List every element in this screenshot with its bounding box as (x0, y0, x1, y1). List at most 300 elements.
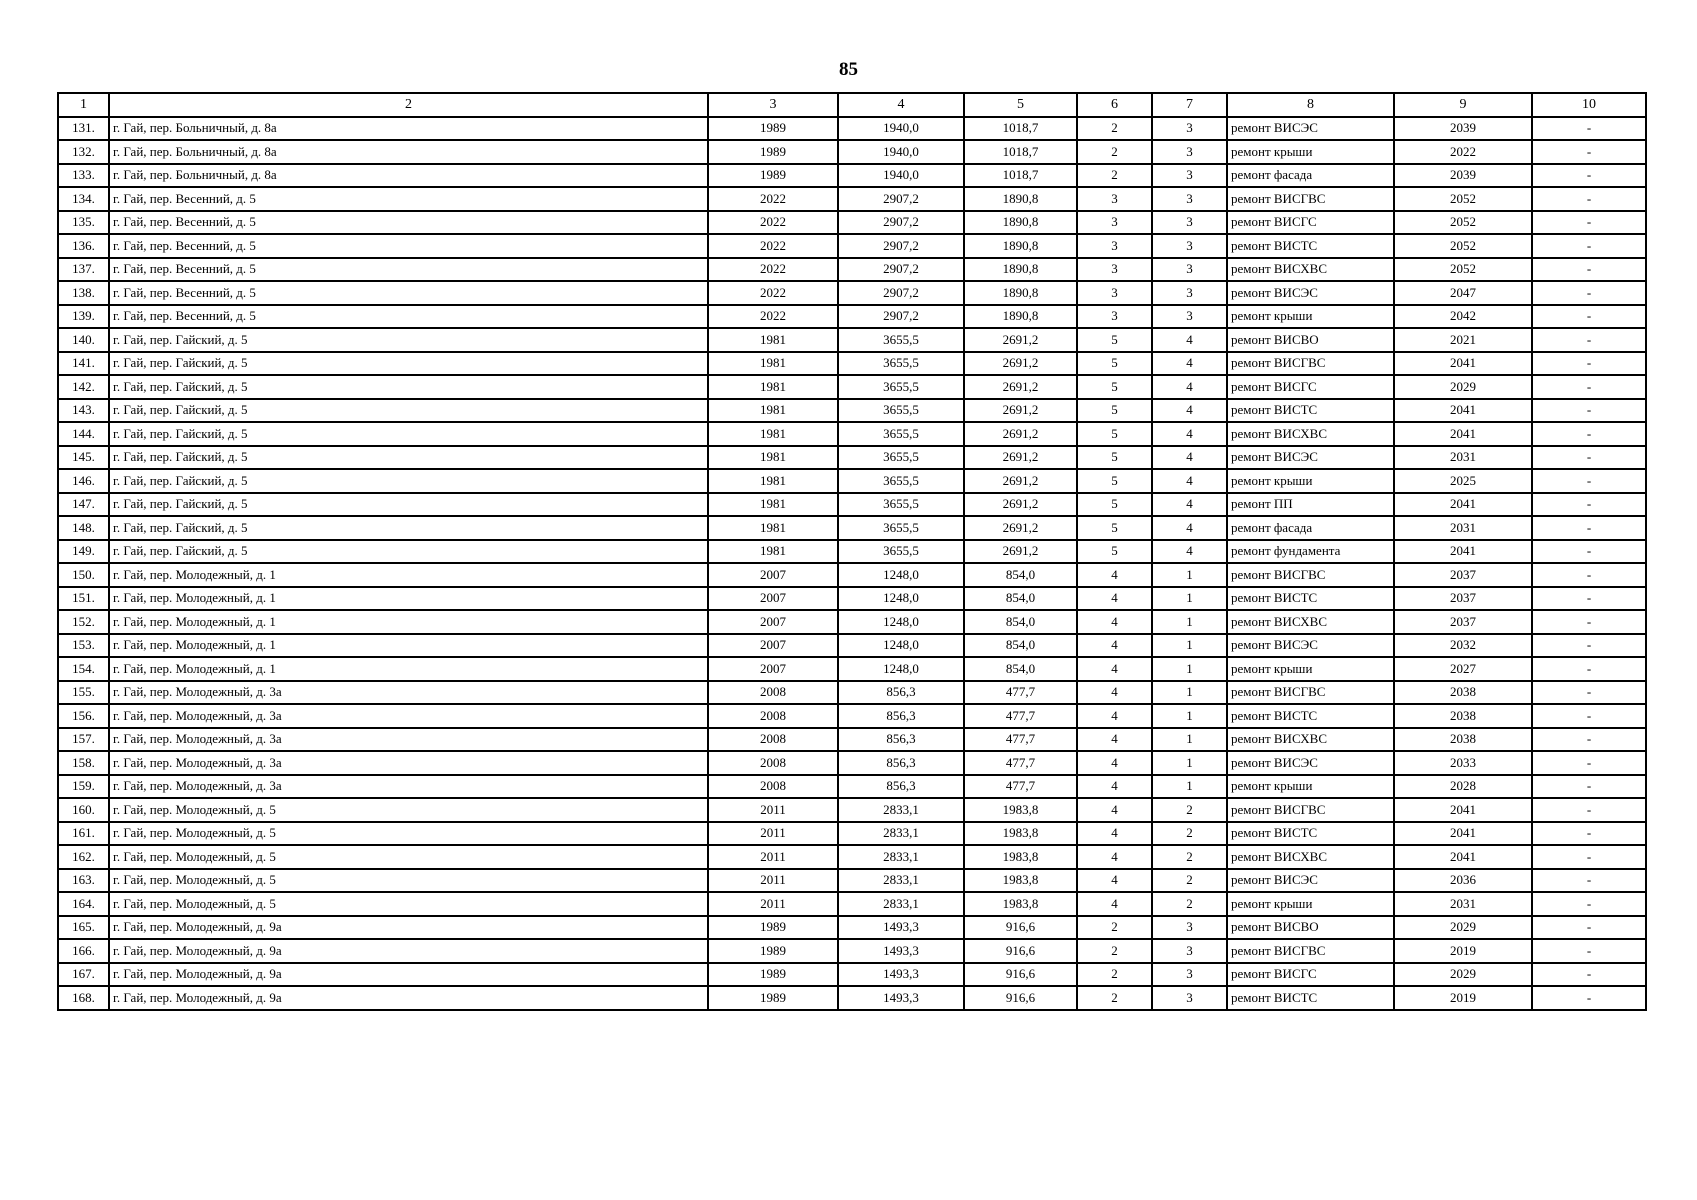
address-cell: г. Гай, пер. Больничный, д. 8а (109, 164, 708, 188)
total-area-cell: 3655,5 (838, 399, 964, 423)
planned-year-cell: 2052 (1394, 258, 1532, 282)
row-number-cell: 146. (58, 469, 109, 493)
note-cell: - (1532, 587, 1646, 611)
address-cell: г. Гай, пер. Молодежный, д. 9а (109, 939, 708, 963)
table-row (58, 281, 1646, 305)
work-type-cell: ремонт ВИСГС (1227, 375, 1394, 399)
work-type-cell: ремонт фундамента (1227, 540, 1394, 564)
table-row (58, 375, 1646, 399)
living-area-cell: 854,0 (964, 610, 1077, 634)
entrances-cell: 1 (1152, 657, 1227, 681)
work-type-cell: ремонт ВИСХВС (1227, 258, 1394, 282)
planned-year-cell: 2029 (1394, 375, 1532, 399)
note-cell: - (1532, 187, 1646, 211)
address-cell: г. Гай, пер. Молодежный, д. 1 (109, 587, 708, 611)
work-type-cell: ремонт ВИСГС (1227, 211, 1394, 235)
column-header: 8 (1227, 93, 1394, 117)
row-number-cell: 157. (58, 728, 109, 752)
floors-cell: 4 (1077, 845, 1152, 869)
address-cell: г. Гай, пер. Молодежный, д. 3а (109, 704, 708, 728)
work-type-cell: ремонт ВИСГВС (1227, 563, 1394, 587)
floors-cell: 2 (1077, 916, 1152, 940)
row-number-cell: 141. (58, 352, 109, 376)
floors-cell: 5 (1077, 399, 1152, 423)
table-row (58, 610, 1646, 634)
entrances-cell: 3 (1152, 187, 1227, 211)
entrances-cell: 3 (1152, 963, 1227, 987)
total-area-cell: 856,3 (838, 728, 964, 752)
floors-cell: 4 (1077, 681, 1152, 705)
total-area-cell: 1248,0 (838, 563, 964, 587)
year-cell: 1989 (708, 963, 838, 987)
floors-cell: 4 (1077, 657, 1152, 681)
table-row (58, 140, 1646, 164)
planned-year-cell: 2039 (1394, 117, 1532, 141)
note-cell: - (1532, 328, 1646, 352)
note-cell: - (1532, 775, 1646, 799)
row-number-cell: 156. (58, 704, 109, 728)
row-number-cell: 160. (58, 798, 109, 822)
row-number-cell: 150. (58, 563, 109, 587)
planned-year-cell: 2029 (1394, 963, 1532, 987)
year-cell: 2022 (708, 234, 838, 258)
living-area-cell: 477,7 (964, 704, 1077, 728)
year-cell: 2022 (708, 187, 838, 211)
total-area-cell: 2833,1 (838, 822, 964, 846)
entrances-cell: 3 (1152, 986, 1227, 1010)
year-cell: 1981 (708, 375, 838, 399)
row-number-cell: 132. (58, 140, 109, 164)
total-area-cell: 3655,5 (838, 328, 964, 352)
total-area-cell: 2907,2 (838, 305, 964, 329)
year-cell: 1989 (708, 164, 838, 188)
planned-year-cell: 2052 (1394, 187, 1532, 211)
work-type-cell: ремонт крыши (1227, 469, 1394, 493)
row-number-cell: 149. (58, 540, 109, 564)
total-area-cell: 3655,5 (838, 469, 964, 493)
address-cell: г. Гай, пер. Молодежный, д. 5 (109, 822, 708, 846)
address-cell: г. Гай, пер. Молодежный, д. 1 (109, 563, 708, 587)
note-cell: - (1532, 164, 1646, 188)
year-cell: 2008 (708, 681, 838, 705)
planned-year-cell: 2039 (1394, 164, 1532, 188)
total-area-cell: 2833,1 (838, 845, 964, 869)
total-area-cell: 3655,5 (838, 516, 964, 540)
total-area-cell: 856,3 (838, 751, 964, 775)
total-area-cell: 2833,1 (838, 892, 964, 916)
total-area-cell: 3655,5 (838, 446, 964, 470)
entrances-cell: 3 (1152, 234, 1227, 258)
floors-cell: 3 (1077, 258, 1152, 282)
work-type-cell: ремонт ВИСГВС (1227, 939, 1394, 963)
work-type-cell: ремонт фасада (1227, 164, 1394, 188)
planned-year-cell: 2038 (1394, 681, 1532, 705)
entrances-cell: 3 (1152, 211, 1227, 235)
entrances-cell: 4 (1152, 446, 1227, 470)
living-area-cell: 1018,7 (964, 117, 1077, 141)
entrances-cell: 3 (1152, 164, 1227, 188)
address-cell: г. Гай, пер. Молодежный, д. 5 (109, 845, 708, 869)
planned-year-cell: 2041 (1394, 845, 1532, 869)
table-row (58, 446, 1646, 470)
column-header: 4 (838, 93, 964, 117)
entrances-cell: 2 (1152, 798, 1227, 822)
address-cell: г. Гай, пер. Гайский, д. 5 (109, 469, 708, 493)
year-cell: 1981 (708, 352, 838, 376)
entrances-cell: 3 (1152, 305, 1227, 329)
year-cell: 1981 (708, 399, 838, 423)
year-cell: 2011 (708, 822, 838, 846)
year-cell: 1981 (708, 469, 838, 493)
table-row (58, 657, 1646, 681)
address-cell: г. Гай, пер. Гайский, д. 5 (109, 516, 708, 540)
entrances-cell: 3 (1152, 939, 1227, 963)
row-number-cell: 165. (58, 916, 109, 940)
table-row (58, 540, 1646, 564)
floors-cell: 2 (1077, 140, 1152, 164)
work-type-cell: ремонт ВИСГВС (1227, 798, 1394, 822)
table-row (58, 234, 1646, 258)
work-type-cell: ремонт ВИСГВС (1227, 187, 1394, 211)
address-cell: г. Гай, пер. Молодежный, д. 3а (109, 775, 708, 799)
column-header: 10 (1532, 93, 1646, 117)
total-area-cell: 1493,3 (838, 939, 964, 963)
year-cell: 1981 (708, 422, 838, 446)
address-cell: г. Гай, пер. Гайский, д. 5 (109, 540, 708, 564)
year-cell: 2007 (708, 610, 838, 634)
planned-year-cell: 2037 (1394, 610, 1532, 634)
floors-cell: 5 (1077, 493, 1152, 517)
work-type-cell: ремонт крыши (1227, 775, 1394, 799)
note-cell: - (1532, 704, 1646, 728)
note-cell: - (1532, 657, 1646, 681)
address-cell: г. Гай, пер. Гайский, д. 5 (109, 399, 708, 423)
column-header: 2 (109, 93, 708, 117)
table-row (58, 516, 1646, 540)
living-area-cell: 477,7 (964, 775, 1077, 799)
table-row (58, 211, 1646, 235)
planned-year-cell: 2038 (1394, 728, 1532, 752)
year-cell: 1989 (708, 939, 838, 963)
table-row (58, 469, 1646, 493)
address-cell: г. Гай, пер. Молодежный, д. 5 (109, 869, 708, 893)
column-header: 9 (1394, 93, 1532, 117)
entrances-cell: 1 (1152, 775, 1227, 799)
total-area-cell: 2833,1 (838, 869, 964, 893)
living-area-cell: 1890,8 (964, 305, 1077, 329)
living-area-cell: 1983,8 (964, 822, 1077, 846)
living-area-cell: 916,6 (964, 963, 1077, 987)
entrances-cell: 3 (1152, 916, 1227, 940)
row-number-cell: 153. (58, 634, 109, 658)
floors-cell: 4 (1077, 634, 1152, 658)
row-number-cell: 159. (58, 775, 109, 799)
address-cell: г. Гай, пер. Гайский, д. 5 (109, 446, 708, 470)
planned-year-cell: 2032 (1394, 634, 1532, 658)
planned-year-cell: 2041 (1394, 422, 1532, 446)
register-table (57, 92, 1647, 1011)
note-cell: - (1532, 869, 1646, 893)
entrances-cell: 4 (1152, 422, 1227, 446)
living-area-cell: 1890,8 (964, 281, 1077, 305)
address-cell: г. Гай, пер. Молодежный, д. 1 (109, 610, 708, 634)
table-row (58, 493, 1646, 517)
column-header: 5 (964, 93, 1077, 117)
address-cell: г. Гай, пер. Молодежный, д. 9а (109, 916, 708, 940)
work-type-cell: ремонт ВИСГС (1227, 963, 1394, 987)
living-area-cell: 916,6 (964, 916, 1077, 940)
note-cell: - (1532, 516, 1646, 540)
address-cell: г. Гай, пер. Гайский, д. 5 (109, 493, 708, 517)
row-number-cell: 168. (58, 986, 109, 1010)
header-row (58, 93, 1646, 117)
note-cell: - (1532, 422, 1646, 446)
planned-year-cell: 2037 (1394, 563, 1532, 587)
total-area-cell: 2907,2 (838, 281, 964, 305)
floors-cell: 5 (1077, 422, 1152, 446)
living-area-cell: 2691,2 (964, 493, 1077, 517)
total-area-cell: 2907,2 (838, 211, 964, 235)
living-area-cell: 2691,2 (964, 328, 1077, 352)
row-number-cell: 148. (58, 516, 109, 540)
year-cell: 2008 (708, 704, 838, 728)
floors-cell: 5 (1077, 352, 1152, 376)
address-cell: г. Гай, пер. Больничный, д. 8а (109, 117, 708, 141)
living-area-cell: 854,0 (964, 587, 1077, 611)
living-area-cell: 1890,8 (964, 258, 1077, 282)
row-number-cell: 163. (58, 869, 109, 893)
living-area-cell: 2691,2 (964, 446, 1077, 470)
work-type-cell: ремонт ВИСГВС (1227, 352, 1394, 376)
total-area-cell: 1940,0 (838, 117, 964, 141)
floors-cell: 4 (1077, 751, 1152, 775)
row-number-cell: 152. (58, 610, 109, 634)
total-area-cell: 1493,3 (838, 916, 964, 940)
planned-year-cell: 2041 (1394, 822, 1532, 846)
year-cell: 2011 (708, 869, 838, 893)
address-cell: г. Гай, пер. Гайский, д. 5 (109, 422, 708, 446)
row-number-cell: 142. (58, 375, 109, 399)
entrances-cell: 1 (1152, 610, 1227, 634)
table-row (58, 258, 1646, 282)
address-cell: г. Гай, пер. Молодежный, д. 3а (109, 681, 708, 705)
note-cell: - (1532, 211, 1646, 235)
planned-year-cell: 2041 (1394, 352, 1532, 376)
note-cell: - (1532, 234, 1646, 258)
planned-year-cell: 2036 (1394, 869, 1532, 893)
living-area-cell: 2691,2 (964, 352, 1077, 376)
total-area-cell: 1940,0 (838, 164, 964, 188)
work-type-cell: ремонт ВИСХВС (1227, 845, 1394, 869)
row-number-cell: 155. (58, 681, 109, 705)
floors-cell: 4 (1077, 869, 1152, 893)
floors-cell: 2 (1077, 963, 1152, 987)
note-cell: - (1532, 634, 1646, 658)
floors-cell: 3 (1077, 187, 1152, 211)
work-type-cell: ремонт ВИСЭС (1227, 751, 1394, 775)
planned-year-cell: 2041 (1394, 493, 1532, 517)
floors-cell: 4 (1077, 704, 1152, 728)
living-area-cell: 1983,8 (964, 869, 1077, 893)
total-area-cell: 2907,2 (838, 234, 964, 258)
total-area-cell: 3655,5 (838, 352, 964, 376)
table-row (58, 681, 1646, 705)
row-number-cell: 158. (58, 751, 109, 775)
table-row (58, 775, 1646, 799)
address-cell: г. Гай, пер. Гайский, д. 5 (109, 352, 708, 376)
note-cell: - (1532, 281, 1646, 305)
floors-cell: 5 (1077, 516, 1152, 540)
living-area-cell: 1983,8 (964, 845, 1077, 869)
living-area-cell: 2691,2 (964, 422, 1077, 446)
living-area-cell: 2691,2 (964, 399, 1077, 423)
floors-cell: 2 (1077, 939, 1152, 963)
total-area-cell: 3655,5 (838, 422, 964, 446)
planned-year-cell: 2031 (1394, 516, 1532, 540)
living-area-cell: 916,6 (964, 986, 1077, 1010)
address-cell: г. Гай, пер. Молодежный, д. 5 (109, 892, 708, 916)
floors-cell: 2 (1077, 986, 1152, 1010)
row-number-cell: 154. (58, 657, 109, 681)
work-type-cell: ремонт ВИСХВС (1227, 610, 1394, 634)
entrances-cell: 3 (1152, 258, 1227, 282)
year-cell: 2008 (708, 728, 838, 752)
work-type-cell: ремонт ВИСХВС (1227, 728, 1394, 752)
row-number-cell: 166. (58, 939, 109, 963)
floors-cell: 3 (1077, 305, 1152, 329)
floors-cell: 4 (1077, 587, 1152, 611)
note-cell: - (1532, 258, 1646, 282)
note-cell: - (1532, 892, 1646, 916)
table-row (58, 892, 1646, 916)
note-cell: - (1532, 140, 1646, 164)
year-cell: 1989 (708, 140, 838, 164)
address-cell: г. Гай, пер. Больничный, д. 8а (109, 140, 708, 164)
planned-year-cell: 2052 (1394, 211, 1532, 235)
note-cell: - (1532, 728, 1646, 752)
planned-year-cell: 2029 (1394, 916, 1532, 940)
planned-year-cell: 2028 (1394, 775, 1532, 799)
total-area-cell: 3655,5 (838, 493, 964, 517)
table-row (58, 117, 1646, 141)
planned-year-cell: 2033 (1394, 751, 1532, 775)
total-area-cell: 1493,3 (838, 986, 964, 1010)
floors-cell: 2 (1077, 117, 1152, 141)
table-row (58, 822, 1646, 846)
table-row (58, 352, 1646, 376)
row-number-cell: 140. (58, 328, 109, 352)
work-type-cell: ремонт ВИСЭС (1227, 117, 1394, 141)
total-area-cell: 1248,0 (838, 610, 964, 634)
living-area-cell: 2691,2 (964, 375, 1077, 399)
total-area-cell: 2907,2 (838, 258, 964, 282)
note-cell: - (1532, 916, 1646, 940)
entrances-cell: 1 (1152, 681, 1227, 705)
address-cell: г. Гай, пер. Молодежный, д. 9а (109, 963, 708, 987)
planned-year-cell: 2047 (1394, 281, 1532, 305)
planned-year-cell: 2052 (1394, 234, 1532, 258)
note-cell: - (1532, 681, 1646, 705)
living-area-cell: 1890,8 (964, 187, 1077, 211)
note-cell: - (1532, 986, 1646, 1010)
work-type-cell: ремонт ВИСВО (1227, 328, 1394, 352)
note-cell: - (1532, 610, 1646, 634)
total-area-cell: 1248,0 (838, 587, 964, 611)
year-cell: 2007 (708, 587, 838, 611)
row-number-cell: 135. (58, 211, 109, 235)
address-cell: г. Гай, пер. Весенний, д. 5 (109, 281, 708, 305)
entrances-cell: 4 (1152, 352, 1227, 376)
total-area-cell: 1248,0 (838, 634, 964, 658)
living-area-cell: 916,6 (964, 939, 1077, 963)
planned-year-cell: 2031 (1394, 446, 1532, 470)
planned-year-cell: 2031 (1394, 892, 1532, 916)
floors-cell: 5 (1077, 375, 1152, 399)
row-number-cell: 145. (58, 446, 109, 470)
table-row (58, 422, 1646, 446)
row-number-cell: 144. (58, 422, 109, 446)
note-cell: - (1532, 399, 1646, 423)
living-area-cell: 1890,8 (964, 211, 1077, 235)
row-number-cell: 134. (58, 187, 109, 211)
address-cell: г. Гай, пер. Молодежный, д. 5 (109, 798, 708, 822)
table-row (58, 704, 1646, 728)
floors-cell: 3 (1077, 281, 1152, 305)
row-number-cell: 161. (58, 822, 109, 846)
row-number-cell: 137. (58, 258, 109, 282)
address-cell: г. Гай, пер. Весенний, д. 5 (109, 258, 708, 282)
work-type-cell: ремонт ПП (1227, 493, 1394, 517)
planned-year-cell: 2041 (1394, 798, 1532, 822)
work-type-cell: ремонт ВИСГВС (1227, 681, 1394, 705)
table-row (58, 916, 1646, 940)
planned-year-cell: 2038 (1394, 704, 1532, 728)
address-cell: г. Гай, пер. Молодежный, д. 3а (109, 751, 708, 775)
work-type-cell: ремонт крыши (1227, 305, 1394, 329)
entrances-cell: 1 (1152, 728, 1227, 752)
floors-cell: 4 (1077, 610, 1152, 634)
entrances-cell: 4 (1152, 375, 1227, 399)
year-cell: 1989 (708, 117, 838, 141)
floors-cell: 3 (1077, 234, 1152, 258)
page-number: 85 (839, 59, 858, 80)
year-cell: 1981 (708, 493, 838, 517)
planned-year-cell: 2021 (1394, 328, 1532, 352)
year-cell: 2022 (708, 305, 838, 329)
entrances-cell: 4 (1152, 328, 1227, 352)
entrances-cell: 3 (1152, 281, 1227, 305)
address-cell: г. Гай, пер. Гайский, д. 5 (109, 375, 708, 399)
floors-cell: 4 (1077, 892, 1152, 916)
note-cell: - (1532, 352, 1646, 376)
note-cell: - (1532, 845, 1646, 869)
floors-cell: 4 (1077, 798, 1152, 822)
entrances-cell: 1 (1152, 587, 1227, 611)
work-type-cell: ремонт крыши (1227, 140, 1394, 164)
table-row (58, 328, 1646, 352)
address-cell: г. Гай, пер. Весенний, д. 5 (109, 234, 708, 258)
planned-year-cell: 2019 (1394, 986, 1532, 1010)
entrances-cell: 4 (1152, 516, 1227, 540)
row-number-cell: 162. (58, 845, 109, 869)
work-type-cell: ремонт фасада (1227, 516, 1394, 540)
planned-year-cell: 2025 (1394, 469, 1532, 493)
living-area-cell: 477,7 (964, 751, 1077, 775)
year-cell: 2011 (708, 892, 838, 916)
floors-cell: 5 (1077, 469, 1152, 493)
entrances-cell: 4 (1152, 399, 1227, 423)
note-cell: - (1532, 375, 1646, 399)
